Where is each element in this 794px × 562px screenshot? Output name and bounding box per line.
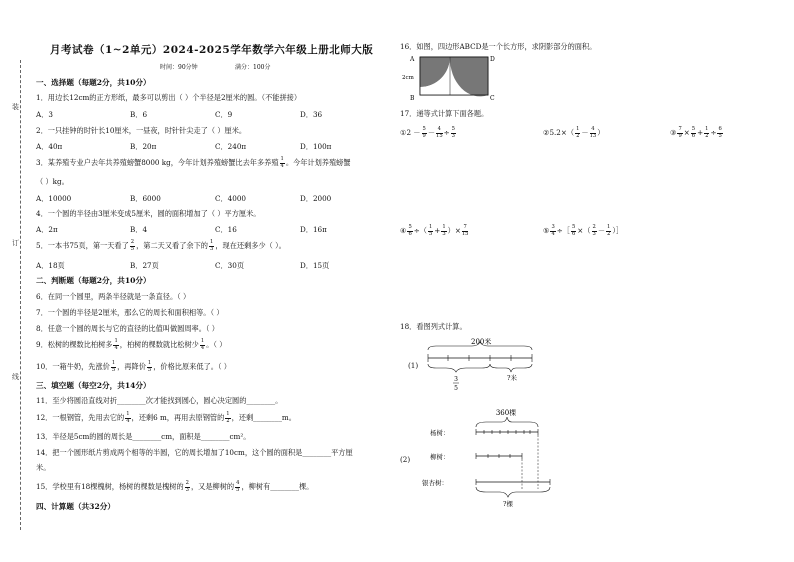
fraction — [717, 127, 722, 139]
denominator: 5 — [236, 486, 240, 493]
fraction — [575, 127, 580, 139]
diagram-1-number: (1) — [408, 361, 419, 370]
denominator: 9 — [422, 132, 426, 139]
q4-option-d: D．16π — [300, 225, 327, 234]
d2-label-willow: 柳树： — [430, 453, 450, 461]
q15-text-c: ，柳树有________棵。 — [241, 482, 314, 491]
label-2cm: 2cm — [402, 75, 414, 81]
q2-option-d: D．100π — [300, 142, 332, 151]
bottom-brace-left — [428, 364, 490, 372]
denominator: 4 — [200, 344, 205, 351]
q12-text-b: ，还剩6 m，再用去原钢管的 — [131, 413, 225, 422]
denominator: 5 — [130, 245, 135, 252]
fraction — [550, 225, 555, 237]
q4-option-c: C．16 — [215, 225, 237, 234]
denominator: 4 — [126, 417, 130, 424]
q4-option-b: B．4 — [130, 225, 148, 234]
denominator: 3 — [592, 230, 596, 237]
fraction — [704, 127, 709, 139]
gutter-char-2: 订 — [12, 239, 19, 247]
denominator: 5 — [718, 132, 722, 139]
denominator: 2 — [705, 132, 709, 139]
q5-option-d: D．15页 — [300, 261, 330, 270]
fraction — [436, 127, 443, 139]
numerator: 4 — [591, 126, 595, 132]
op: ） — [597, 128, 605, 137]
question-9 — [36, 339, 226, 351]
label-b: B — [410, 95, 415, 102]
q3-option-c: C．4000 — [215, 194, 246, 203]
q9-text-c: 。（ ） — [206, 340, 227, 349]
question-14: 14．把一个圆形纸片剪成两个相等的半圆，它的周长增加了10cm，这个圆的面积是________平方厘 — [36, 448, 353, 457]
op: ÷ — [443, 128, 450, 137]
question-15 — [36, 481, 313, 493]
numerator: 5 — [408, 224, 412, 230]
op: × — [683, 128, 690, 137]
d1-top-label: 200米 — [471, 338, 492, 346]
question-4: 4．一个圆的半径由3厘米变成5厘米，圆的面积增加了（ ）平方厘米。 — [36, 209, 261, 218]
denominator: 3 — [442, 230, 446, 237]
gutter-char-1: 装 — [12, 103, 19, 111]
fraction — [407, 225, 412, 237]
numerator: 1 — [210, 239, 214, 245]
numerator: 5 — [422, 126, 426, 132]
label-c: C — [490, 95, 495, 102]
fraction — [441, 225, 446, 237]
denominator: 4 — [280, 162, 284, 169]
fraction — [451, 127, 456, 139]
fraction — [590, 127, 597, 139]
question-1: 1．用边长12cm的正方形纸，最多可以剪出（ ）个半径是2厘米的圆。（不能拼接） — [36, 93, 302, 102]
numerator: 1 — [226, 411, 230, 417]
question-18: 18．看图列式计算。 — [400, 322, 467, 331]
score-label: 满分：100分 — [235, 64, 271, 71]
page-title: 月考试卷（1~2单元）2024-2025学年数学六年级上册北师大版 — [50, 44, 374, 56]
question-17: 17．递等式计算下面各题。 — [400, 109, 489, 118]
denominator: 6 — [571, 230, 576, 237]
q15-text-b: ，又是柳树的 — [190, 482, 235, 491]
question-5 — [36, 240, 286, 252]
denominator: 15 — [436, 132, 443, 139]
denominator: 3 — [451, 132, 455, 139]
calc-2 — [543, 127, 604, 139]
question-11: 11．至少将圆沿直线对折________次才能找到圆心，圆心决定圆的________。 — [36, 396, 283, 405]
fraction — [111, 361, 116, 373]
fraction — [677, 127, 682, 139]
calc-1 — [400, 127, 457, 139]
denominator: 4 — [114, 344, 118, 351]
denominator: 15 — [461, 230, 469, 237]
rectangle-figure — [400, 52, 496, 102]
q12-text-a: 12．一根钢管，先用去它的 — [36, 413, 125, 422]
section-4-title: 四、计算题（共32分） — [36, 502, 115, 511]
section-3-title: 三、填空题（每空2分，共14分） — [36, 381, 151, 390]
label-a: A — [410, 56, 415, 63]
numerator: 2 — [130, 239, 135, 245]
fraction — [691, 127, 696, 139]
q15-text-a: 15．学校里有18棵槐树，杨树的棵数是槐树的 — [36, 482, 184, 491]
question-8: 8．任意一个圆的周长与它的直径的比值叫做圆周率。（ ） — [36, 324, 219, 333]
q4-option-a: A．2π — [36, 225, 58, 234]
q5-text-b: ，第二天又看了余下的 — [136, 241, 208, 250]
numerator: 5 — [691, 126, 696, 132]
q3-option-b: B．6000 — [130, 194, 161, 203]
fraction — [422, 127, 427, 139]
q10-text-c: ，价格比原来低了。（ ） — [153, 362, 231, 371]
denominator: 3 — [185, 486, 189, 493]
op: + — [434, 226, 441, 235]
numerator: 1 — [147, 360, 152, 366]
bottom-brace-right — [490, 364, 532, 372]
numerator: 6 — [718, 126, 722, 132]
numerator: 5 — [451, 126, 455, 132]
numerator: 2 — [592, 224, 596, 230]
op: ②5.2×（ — [543, 128, 575, 137]
d1-frac-num: 3 — [454, 376, 458, 383]
op: ）× — [447, 226, 461, 235]
denominator: 5 — [111, 366, 116, 373]
gutter-char-3: 线 — [12, 373, 19, 381]
denominator: 3 — [210, 245, 214, 252]
fraction — [225, 412, 230, 424]
question-12 — [36, 412, 296, 424]
question-16: 16．如图，四边形ABCD是一个长方形，求阴影部分的面积。 — [400, 42, 597, 51]
numerator: 1 — [705, 126, 709, 132]
numerator: 4 — [236, 480, 240, 486]
fraction — [113, 339, 118, 351]
fraction — [209, 240, 214, 252]
numerator: 1 — [442, 224, 446, 230]
q1-option-d: D．36 — [300, 110, 323, 119]
question-7: 7．一个圆的半径是2厘米，那么它的周长和面积相等。（ ） — [36, 308, 224, 317]
numerator: 7 — [463, 224, 467, 230]
fraction — [147, 361, 152, 373]
denominator: 2 — [576, 132, 580, 139]
numerator: 1 — [576, 126, 580, 132]
fraction — [428, 225, 433, 237]
fraction — [592, 225, 597, 237]
q1-option-c: C．9 — [215, 110, 233, 119]
numerator: 3 — [551, 224, 555, 230]
q2-option-b: B．20π — [130, 142, 157, 151]
numerator: 5 — [571, 224, 576, 230]
d2-top-brace — [476, 417, 538, 427]
q9-text-b: ，柏树的棵数就比松树少 — [119, 340, 199, 349]
op: ）］ — [612, 226, 624, 235]
denominator: 9 — [678, 132, 682, 139]
d2-top-label: 360棵 — [495, 409, 517, 417]
numerator: 7 — [678, 126, 682, 132]
section-2-title: 二、判断题（每题2分，共10分） — [36, 276, 151, 285]
question-6: 6．在同一个圆里，两条半径就是一条直径。（ ） — [36, 292, 191, 301]
q3-text-b: 。今年计划养殖螃蟹 — [285, 158, 351, 167]
fraction — [235, 481, 240, 493]
denominator: 5 — [428, 230, 433, 237]
numerator: 2 — [185, 480, 189, 486]
q5-option-b: B．27页 — [130, 261, 159, 270]
q2-option-a: A．40π — [36, 142, 63, 151]
numerator: 1 — [126, 411, 130, 417]
op: ④ — [400, 226, 407, 235]
q3-option-a: A．10000 — [36, 194, 72, 203]
fraction — [606, 225, 611, 237]
denominator: 6 — [408, 230, 412, 237]
fraction — [571, 225, 576, 237]
denominator: 6 — [691, 132, 696, 139]
diagram-2-number: (2) — [400, 455, 411, 464]
calc-5 — [543, 225, 623, 237]
question-14-cont: 米。 — [36, 463, 51, 472]
numerator: 1 — [428, 224, 433, 230]
binding-line — [20, 60, 21, 530]
fraction — [130, 240, 135, 252]
q12-text-c: ，还剩________m。 — [231, 413, 296, 422]
op: ⑤ — [543, 226, 550, 235]
label-d: D — [490, 56, 495, 63]
q10-text-a: 10．一箱牛奶，先涨价 — [36, 362, 110, 371]
question-3-blank: （ ）kg。 — [36, 177, 69, 186]
question-3 — [36, 157, 351, 169]
fraction — [462, 225, 469, 237]
op: ×（ — [577, 226, 591, 235]
op: ③ — [670, 128, 677, 137]
op: ÷［ — [556, 226, 570, 235]
time-label: 时间：90分钟 — [160, 64, 198, 71]
calc-4 — [400, 225, 469, 237]
q5-option-a: A．18页 — [36, 261, 65, 270]
d1-frac-den: 5 — [454, 385, 458, 392]
fraction — [200, 339, 205, 351]
diagram-2 — [420, 407, 555, 512]
denominator: 13 — [589, 132, 597, 139]
d1-unknown: ?米 — [507, 374, 517, 382]
numerator: 4 — [437, 126, 441, 132]
diagram-1 — [420, 336, 550, 396]
fraction — [185, 481, 190, 493]
q5-option-c: C．30页 — [215, 261, 245, 270]
numerator: 1 — [200, 338, 205, 344]
d2-label-ginkgo: 银杏树： — [422, 479, 448, 487]
op: + — [697, 128, 704, 137]
q5-text-a: 5．一本书75页，第一天看了 — [36, 241, 129, 250]
d2-label-poplar: 杨树： — [430, 429, 450, 437]
op: ÷（ — [413, 226, 427, 235]
numerator: 1 — [111, 360, 116, 366]
calc-3 — [670, 127, 724, 139]
op: ÷ — [710, 128, 717, 137]
q1-option-b: B．6 — [130, 110, 148, 119]
q1-option-a: A．3 — [36, 110, 53, 119]
op: － — [597, 226, 606, 235]
fraction — [280, 157, 285, 169]
q10-text-b: ，再降价 — [117, 362, 146, 371]
q9-text-a: 9．松树的棵数比柏树多 — [36, 340, 113, 349]
op: － — [427, 128, 436, 137]
q3-text-a: 3．某养殖专业户去年共养殖螃蟹8000 kg，今年计划养殖螃蟹比去年多养殖 — [36, 158, 279, 167]
op: － — [581, 128, 589, 137]
numerator: 1 — [114, 338, 118, 344]
denominator: 2 — [607, 230, 611, 237]
numerator: 1 — [607, 224, 611, 230]
q5-text-c: ，现在还剩多少（ ）。 — [215, 241, 286, 250]
denominator: 2 — [226, 417, 230, 424]
denominator: 5 — [147, 366, 152, 373]
op: ①2 － — [400, 128, 421, 137]
d2-unknown: ?棵 — [503, 500, 513, 508]
q3-option-d: D．2000 — [300, 194, 332, 203]
q2-option-c: C．240π — [215, 142, 247, 151]
numerator: 1 — [280, 156, 284, 162]
question-10 — [36, 361, 231, 373]
section-1-title: 一、选择题（每题2分，共10分） — [36, 78, 151, 87]
question-13: 13．半径是5cm的圆的周长是________cm，面积是________cm²。 — [36, 432, 251, 441]
question-2: 2．一只挂钟的时针长10厘米，一昼夜，时针针尖走了（ ）厘米。 — [36, 126, 247, 135]
fraction — [125, 412, 130, 424]
denominator: 4 — [551, 230, 555, 237]
d2-bottom-brace — [476, 487, 550, 497]
